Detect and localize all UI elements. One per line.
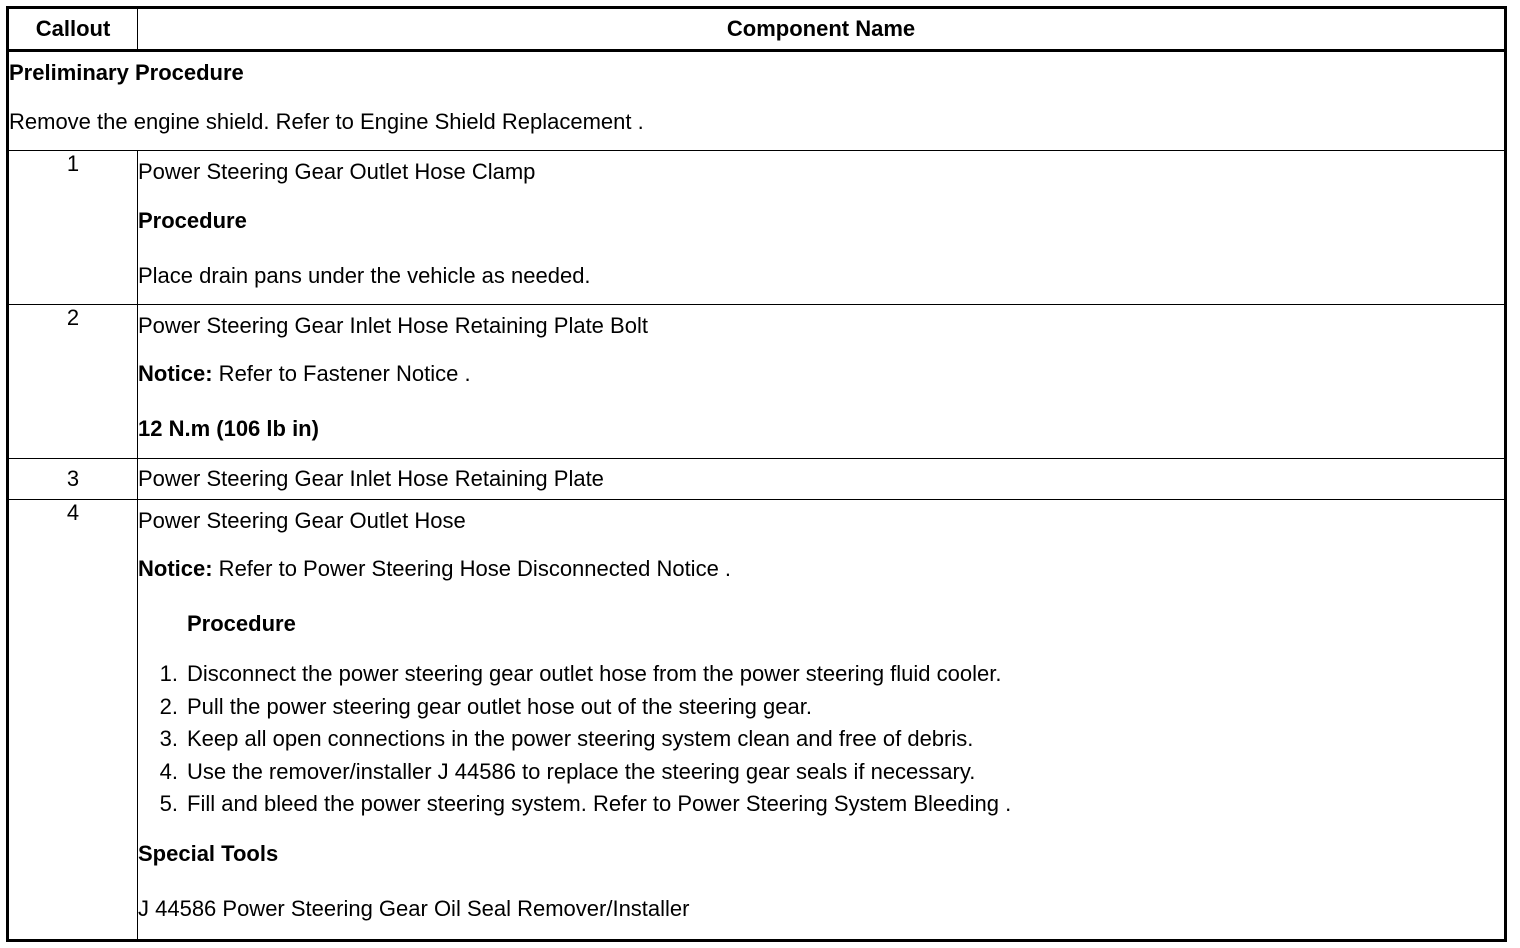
callout-number: 1 <box>8 151 138 305</box>
callout-number: 3 <box>8 458 138 499</box>
table-row-4 <box>8 499 1506 940</box>
torque-spec: 12 N.m (106 lb in) <box>138 416 319 442</box>
step-text: Pull the power steering gear outlet hose out of the steering gear. <box>187 693 812 719</box>
table-row-1 <box>8 151 1506 305</box>
step-number: 5. <box>159 791 178 817</box>
preliminary-title: Preliminary Procedure <box>9 59 244 85</box>
notice-line <box>138 347 1504 402</box>
steps-list <box>138 658 1504 821</box>
procedure-label: Procedure <box>187 611 296 637</box>
component-cell <box>138 305 1506 459</box>
notice-text: Refer to Power Steering Hose Disconnected Notice . <box>212 556 732 582</box>
preliminary-row <box>8 51 1506 151</box>
table-row-2 <box>8 305 1506 459</box>
procedure-steps <box>138 652 1504 827</box>
list-item <box>138 658 1504 691</box>
component-name: Power Steering Gear Outlet Hose <box>138 507 466 533</box>
list-item <box>138 788 1504 821</box>
notice-label: Notice: <box>138 556 213 582</box>
header-row <box>8 8 1506 51</box>
notice-text: Refer to Fastener Notice . <box>212 361 471 387</box>
list-item <box>138 691 1504 724</box>
component-name: Power Steering Gear Inlet Hose Retaining Plate <box>138 458 1506 499</box>
table-row-3 <box>8 458 1506 499</box>
list-item <box>138 756 1504 789</box>
step-text: Disconnect the power steering gear outlet hose from the power steering fluid cooler. <box>187 661 1002 686</box>
preliminary-cell <box>8 51 1506 151</box>
procedure-text: Place drain pans under the vehicle as needed. <box>138 262 591 288</box>
callout-number: 2 <box>8 305 138 459</box>
step-number: 3. <box>159 726 178 752</box>
component-name: Power Steering Gear Outlet Hose Clamp <box>138 159 536 185</box>
procedure-table <box>6 6 1507 942</box>
step-number: 2. <box>159 693 178 719</box>
list-item <box>138 723 1504 756</box>
step-text: Use the remover/installer J 44586 to replace the steering gear seals if necessary. <box>187 758 976 784</box>
component-cell <box>138 151 1506 305</box>
procedure-label: Procedure <box>138 207 247 233</box>
callout-column-header: Callout <box>8 8 138 51</box>
step-text: Fill and bleed the power steering system. Refer to Power Steering System Bleeding . <box>187 791 1012 817</box>
preliminary-text: Remove the engine shield. Refer to Engine Shield Replacement . <box>9 108 644 134</box>
component-name-column-header: Component Name <box>138 8 1506 51</box>
component-cell <box>138 499 1506 940</box>
notice-label: Notice: <box>138 361 213 387</box>
step-number: 1. <box>159 661 178 686</box>
special-tools-text: J 44586 Power Steering Gear Oil Seal Remover/Installer <box>138 896 690 922</box>
special-tools-label: Special Tools <box>138 841 279 867</box>
component-name: Power Steering Gear Inlet Hose Retaining Plate Bolt <box>138 312 648 338</box>
step-text: Keep all open connections in the power steering system clean and free of debris. <box>187 726 974 752</box>
notice-line <box>138 542 1504 597</box>
step-number: 4. <box>159 758 178 784</box>
callout-number: 4 <box>8 499 138 940</box>
